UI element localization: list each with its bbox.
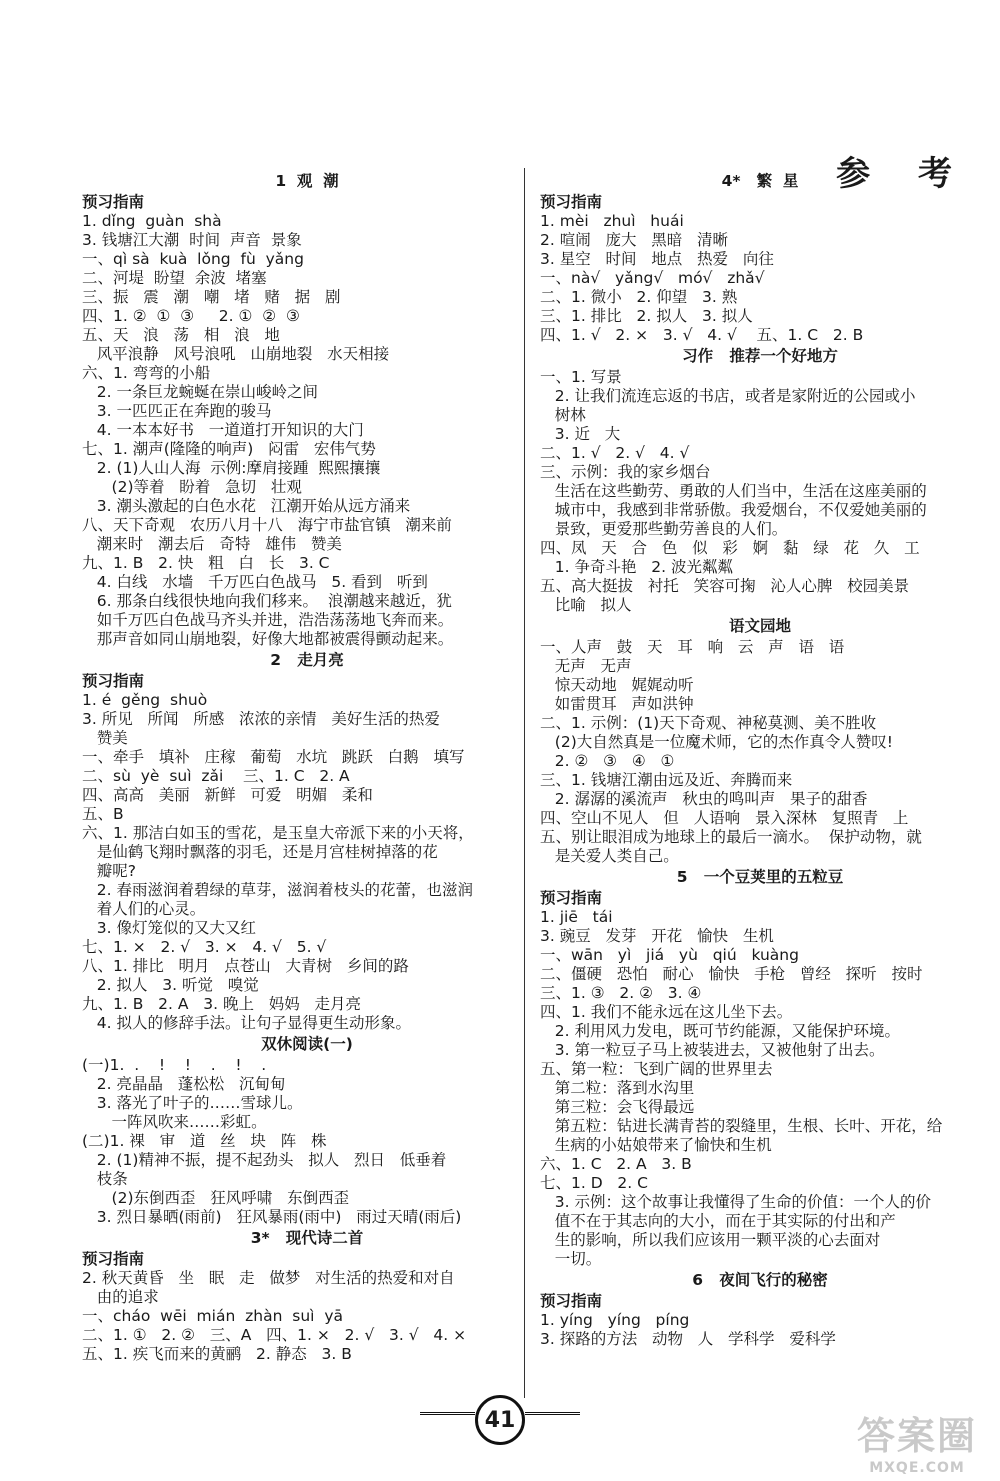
answer-line: 三、1. 钱塘江潮由远及近、奔腾而来 — [540, 771, 793, 789]
answer-line: 生活在这些勤劳、勇敢的人们当中，生活在这座美丽的 — [540, 482, 927, 500]
subsection-heading: 预习指南 — [82, 672, 145, 690]
answer-line: 由的追求 — [82, 1288, 159, 1306]
answer-line: 九、1. B 2. A 3. 晚上 妈妈 走月亮 — [82, 995, 362, 1013]
answer-line: 一切。 — [540, 1250, 602, 1268]
answer-line: 3. 烈日暴晒(雨前) 狂风暴雨(雨中) 雨过天晴(雨后) — [82, 1208, 462, 1226]
answer-line: 四、1. ② ① ③ 2. ① ② ③ — [82, 307, 300, 325]
answer-line: 六、1. 弯弯的小船 — [82, 364, 211, 382]
answer-line: 枝条 — [82, 1170, 128, 1188]
page-number: 41 — [475, 1395, 525, 1445]
section-heading: 习作 推荐一个好地方 — [682, 347, 838, 365]
subsection-heading: 预习指南 — [82, 1250, 145, 1268]
subsection-heading: 预习指南 — [82, 193, 145, 211]
answer-line: 3. 近 大 — [540, 425, 621, 443]
answer-line: 风平浪静 风号浪吼 山崩地裂 水天相接 — [82, 345, 390, 363]
answer-line: 景致，更爱那些勤劳善良的人们。 — [540, 520, 788, 538]
answer-line: 一、人声 鼓 天 耳 响 云 声 语 语 — [540, 638, 845, 656]
answer-line: 3. 落光了叶子的……雪球儿。 — [82, 1094, 303, 1112]
answer-line: 6. 那条白线很快地向我们移来。 浪潮越来越近，犹 — [82, 592, 452, 610]
answer-line: 二、sù yè suì zǎi 三、1. C 2. A — [82, 767, 350, 785]
answer-line: 2. 秋天黄昏 坐 眠 走 做梦 对生活的热爱和对自 — [82, 1269, 455, 1287]
answer-line: (2)等着 盼着 急切 壮观 — [82, 478, 302, 496]
answer-line: 五、1. 疾飞而来的黄鹂 2. 静态 3. B — [82, 1345, 352, 1363]
answer-line: 五、别让眼泪成为地球上的最后一滴水。 保护动物，就 — [540, 828, 922, 846]
answer-line: 四、1. √ 2. × 3. √ 4. √ 五、1. C 2. B — [540, 326, 864, 344]
answer-line: 二、1. 微小 2. 仰望 3. 熟 — [540, 288, 738, 306]
answer-line: 四、空山不见人 但 人语响 景入深林 复照青 上 — [540, 809, 909, 827]
answer-line: 三、示例：我的家乡烟台 — [540, 463, 711, 481]
subsection-heading: 预习指南 — [540, 193, 603, 211]
answer-line: 瓣呢? — [82, 862, 137, 880]
answer-line: 2. 潺潺的溪流声 秋虫的鸣叫声 果子的甜香 — [540, 790, 868, 808]
answer-line: 1. 争奇斗艳 2. 波光粼粼 — [540, 558, 733, 576]
subsection-heading: 预习指南 — [540, 889, 603, 907]
answer-line: 一阵风吹来……彩虹。 — [82, 1113, 267, 1131]
answer-line: (一)1. . ! ! . ! . — [82, 1056, 267, 1074]
page-title: 参 考 — [836, 154, 970, 194]
answer-line: 无声 无声 — [540, 657, 632, 675]
answer-line: 生病的小姑娘带来了愉快和生机 — [540, 1136, 772, 1154]
answer-line: 2. 让我们流连忘返的书店，或者是家附近的公园或小 — [540, 387, 916, 405]
answer-line: 一、cháo wēi mián zhàn suì yā — [82, 1307, 344, 1325]
answer-line: 五、高大挺拔 衬托 笑容可掬 沁人心脾 校园美景 — [540, 577, 910, 595]
answer-line: 二、僵硬 恐怕 耐心 愉快 手枪 曾经 探听 按时 — [540, 965, 923, 983]
answer-line: 3. 一匹匹正在奔跑的骏马 — [82, 402, 272, 420]
answer-line: 五、B — [82, 805, 124, 823]
answer-line: 3. 第一粒豆子马上被装进去，又被他射了出去。 — [540, 1041, 885, 1059]
answer-line: 五、天 浪 荡 相 浪 地 — [82, 326, 280, 344]
answer-line: 城市中，我感到非常骄傲。我爱烟台，不仅爱她美丽的 — [540, 501, 927, 519]
answer-line: 2. 喧闹 庞大 黑暗 清晰 — [540, 231, 729, 249]
answer-line: 3. 像灯笼似的又大又红 — [82, 919, 256, 937]
answer-line: 一、nà√ yǎng√ mó√ zhǎ√ — [540, 269, 765, 287]
answer-line: 一、wān yì jiá yù qiú kuàng — [540, 946, 799, 964]
section-heading: 2 走月亮 — [270, 651, 344, 669]
answer-line: 是仙鹤飞翔时飘落的羽毛，还是月宫桂树掉落的花 — [82, 843, 438, 861]
answer-line: 3. 所见 所闻 所感 浓浓的亲情 美好生活的热爱 — [82, 710, 440, 728]
answer-line: 一、qì sà kuà lǒng fù yǎng — [82, 250, 304, 268]
answer-line: 如雷贯耳 声如洪钟 — [540, 695, 694, 713]
answer-line: 3. 豌豆 发芽 开花 愉快 生机 — [540, 927, 774, 945]
answer-line: 1. dǐng guàn shà — [82, 212, 222, 230]
answer-line: (二)1. 裸 审 道 丝 块 阵 株 — [82, 1132, 327, 1150]
answer-line: 2. 春雨滋润着碧绿的草芽，滋润着枝头的花蕾，也滋润 — [82, 881, 473, 899]
section-heading: 双休阅读(一) — [261, 1035, 353, 1053]
answer-line: 1. jiē tái — [540, 908, 613, 926]
answer-line: 四、1. 我们不能永远在这儿坐下去。 — [540, 1003, 793, 1021]
answer-line: 3. 示例：这个故事让我懂得了生命的价值：一个人的价 — [540, 1193, 931, 1211]
answer-line: 惊天动地 娓娓动听 — [540, 676, 694, 694]
answer-line: 二、河堤 盼望 余波 堵塞 — [82, 269, 267, 287]
answer-line: 那声音如同山崩地裂，好像大地都被震得颤动起来。 — [82, 630, 454, 648]
answer-line: 生的影响，所以我们应该用一颗平淡的心去面对 — [540, 1231, 881, 1249]
answer-line: 2. (1)精神不振，提不起劲头 拟人 烈日 低垂着 — [82, 1151, 447, 1169]
section-heading: 5 一个豆荚里的五粒豆 — [676, 868, 844, 886]
answer-line: 3. 钱塘江大潮 时间 声音 景象 — [82, 231, 302, 249]
answer-line: 4. 白线 水墙 千万匹白色战马 5. 看到 听到 — [82, 573, 428, 591]
answer-line: 六、1. C 2. A 3. B — [540, 1155, 692, 1173]
answer-line: 赞美 — [82, 729, 128, 747]
section-heading: 3* 现代诗二首 — [250, 1229, 364, 1247]
answer-line: 七、1. D 2. C — [540, 1174, 648, 1192]
answer-line: 如千万匹白色战马齐头并进，浩浩荡荡地飞奔而来。 — [82, 611, 454, 629]
answer-line: 3. 探路的方法 动物 人 学科学 爱科学 — [540, 1330, 836, 1348]
answer-line: 树林 — [540, 406, 586, 424]
answer-line: 值不在于其志向的大小，而在于其实际的付出和产 — [540, 1212, 896, 1230]
answer-line: 2. 利用风力发电，既可节约能源，又能保护环境。 — [540, 1022, 900, 1040]
section-heading: 6 夜间飞行的秘密 — [692, 1271, 828, 1289]
answer-line: 3. 星空 时间 地点 热爱 向往 — [540, 250, 774, 268]
answer-line: 4. 一本本好书 一道道打开知识的大门 — [82, 421, 364, 439]
answer-line: 是关爱人类自己。 — [540, 847, 679, 865]
answer-line: 三、1. 排比 2. 拟人 3. 拟人 — [540, 307, 753, 325]
answer-line: 七、1. × 2. √ 3. × 4. √ 5. √ — [82, 938, 327, 956]
answer-line: 第五粒：钻进长满青苔的裂缝里，生根、长叶、开花，给 — [540, 1117, 943, 1135]
answer-line: 2. ② ③ ④ ① — [540, 752, 675, 770]
answer-line: 2. 亮晶晶 蓬松松 沉甸甸 — [82, 1075, 286, 1093]
answer-line: 六、1. 那洁白如玉的雪花，是玉皇大帝派下来的小天将， — [82, 824, 474, 842]
answer-line: 着人们的心灵。 — [82, 900, 206, 918]
watermark-title: 答案圈 — [856, 1413, 977, 1458]
answer-line: 2. 拟人 3. 听觉 嗅觉 — [82, 976, 259, 994]
answer-line: 五、第一粒：飞到广阔的世界里去 — [540, 1060, 773, 1078]
answer-line: 2. (1)人山人海 示例:摩肩接踵 熙熙攘攘 — [82, 459, 381, 477]
answer-line: 四、高高 美丽 新鲜 可爱 明媚 柔和 — [82, 786, 373, 804]
answer-line: 三、1. ③ 2. ② 3. ④ — [540, 984, 702, 1002]
answer-line: 4. 拟人的修辞手法。让句子显得更生动形象。 — [82, 1014, 411, 1032]
answer-line: 潮来时 潮去后 奇特 雄伟 赞美 — [82, 535, 342, 553]
watermark-logo — [842, 1405, 992, 1475]
answer-line: 二、1. 示例：(1)天下奇观、神秘莫测、美不胜收 — [540, 714, 877, 732]
answer-line: 一、1. 写景 — [540, 368, 622, 386]
answer-line: 1. mèi zhuì huái — [540, 212, 684, 230]
page-number-ornament-left — [420, 1412, 475, 1425]
left-column — [82, 170, 532, 1364]
section-heading: 1 观 潮 — [275, 172, 339, 190]
answer-line: 九、1. B 2. 快 粗 白 长 3. C — [82, 554, 330, 572]
answer-line: (2)东倒西歪 狂风呼啸 东倒西歪 — [82, 1189, 350, 1207]
answer-line: 3. 潮头激起的白色水花 江潮开始从远方涌来 — [82, 497, 411, 515]
page-number-ornament-right — [525, 1412, 580, 1425]
section-heading: 语文园地 — [728, 617, 791, 635]
answer-line: 二、1. √ 2. √ 4. √ — [540, 444, 690, 462]
right-column — [540, 170, 980, 1349]
answer-line: 2. 一条巨龙蜿蜒在崇山峻岭之间 — [82, 383, 318, 401]
answer-line: 1. yíng yíng píng — [540, 1311, 690, 1329]
answer-line: 三、振 震 潮 嘲 堵 赌 据 剧 — [82, 288, 341, 306]
answer-line: 二、1. ① 2. ② 三、A 四、1. × 2. √ 3. √ 4. × — [82, 1326, 467, 1344]
answer-line: 四、凤 天 合 色 似 彩 婀 黏 绿 花 久 工 — [540, 539, 920, 557]
answer-line: 八、1. 排比 明月 点苍山 大青树 乡间的路 — [82, 957, 409, 975]
answer-line: 一、牵手 填补 庄稼 葡萄 水坑 跳跃 白鹅 填写 — [82, 748, 465, 766]
section-heading: 4* 繁 星 — [721, 172, 799, 190]
watermark-url: MXQE.COM — [869, 1459, 965, 1476]
answer-line: (2)大自然真是一位魔术师，它的杰作真令人赞叹! — [540, 733, 893, 751]
answer-line: 八、天下奇观 农历八月十八 海宁市盐官镇 潮来前 — [82, 516, 452, 534]
subsection-heading: 预习指南 — [540, 1292, 603, 1310]
answer-line: 第二粒：落到水沟里 — [540, 1079, 695, 1097]
answer-line: 1. é gěng shuò — [82, 691, 208, 709]
answer-line: 比喻 拟人 — [540, 596, 632, 614]
answer-line: 七、1. 潮声(隆隆的响声) 闷雷 宏伟气势 — [82, 440, 376, 458]
answer-line: 第三粒：会飞得最远 — [540, 1098, 695, 1116]
